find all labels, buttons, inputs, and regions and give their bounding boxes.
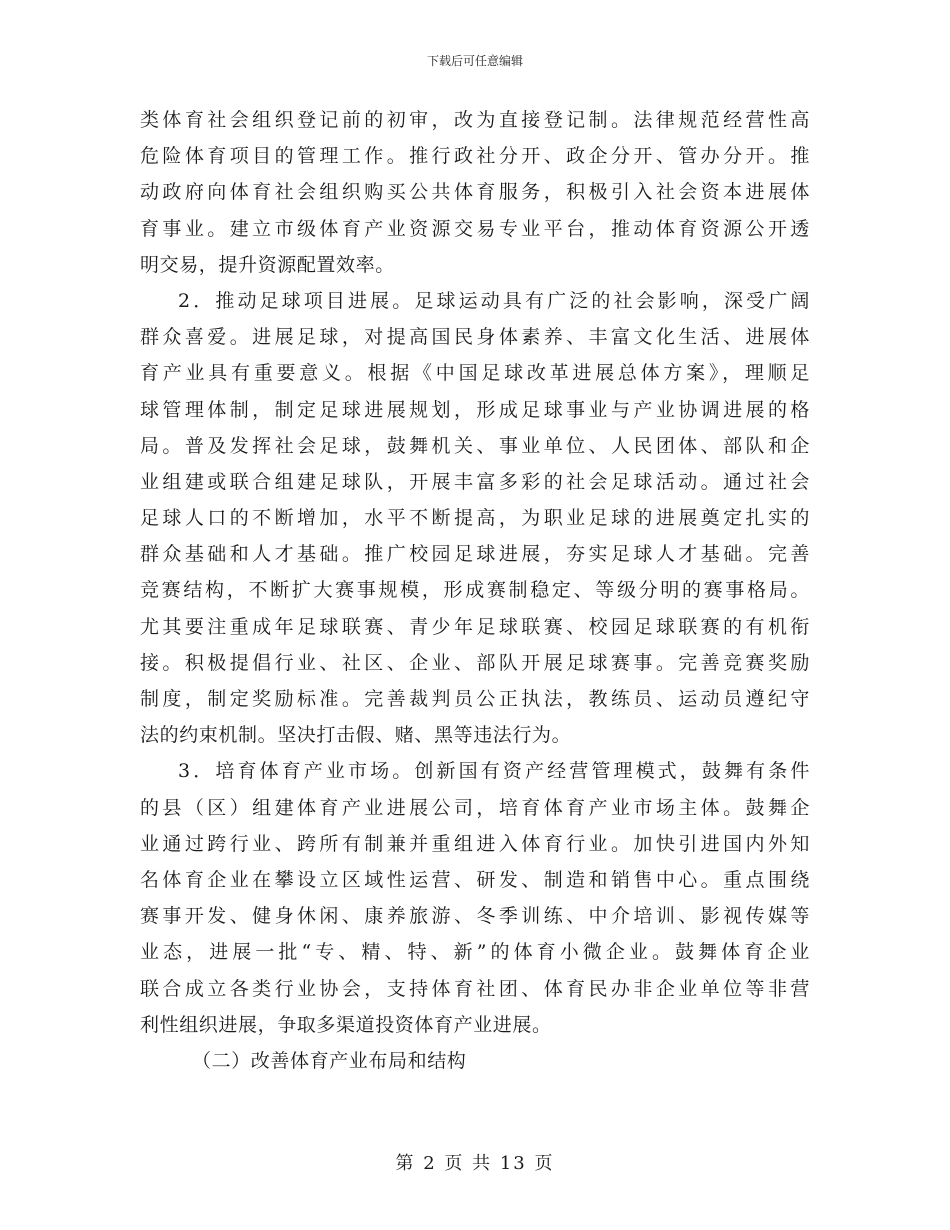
text-line: 业组建或联合组建足球队，开展丰富多彩的社会足球活动。通过社会 xyxy=(140,470,810,493)
text-line: 局。普及发挥社会足球，鼓舞机关、事业单位、人民团体、部队和企 xyxy=(140,434,810,457)
page-header: 下载后可任意编辑 xyxy=(426,54,523,68)
text-line: 法的约束机制。坚决打击假、赌、黑等违法行为。 xyxy=(140,724,572,747)
text-line: 类体育社会组织登记前的初审，改为直接登记制。法律规范经营性高 xyxy=(140,109,810,131)
text-line: 球管理体制，制定足球进展规划，形成足球事业与产业协调进展的格 xyxy=(140,398,810,421)
text-line: 制度，制定奖励标准。完善裁判员公正执法，教练员、运动员遵纪守 xyxy=(140,688,810,710)
text-line: 联合成立各类行业协会，支持体育社团、体育民办非企业单位等非营 xyxy=(140,977,810,1000)
text-line: 业态，进展一批“专、精、特、新”的体育小微企业。鼓舞体育企业 xyxy=(140,941,810,964)
text-line: 名体育企业在攀设立区域性运营、研发、制造和销售中心。重点围绕 xyxy=(140,868,810,891)
text-line: 尤其要注重成年足球联赛、青少年足球联赛、校园足球联赛的有机衔 xyxy=(140,615,810,638)
text-line: 业通过跨行业、跨所有制兼并重组进入体育行业。加快引进国内外知 xyxy=(140,832,810,855)
text-line: 动政府向体育社会组织购买公共体育服务，积极引入社会资本进展体 xyxy=(140,181,810,204)
text-line: 接。积极提倡行业、社区、企业、部队开展足球赛事。完善竞赛奖励 xyxy=(140,651,810,674)
text-line: 利性组织进展，争取多渠道投资体育产业进展。 xyxy=(140,1013,552,1036)
text-line: 育产业具有重要意义。根据《中国足球改革进展总体方案》，理顺足 xyxy=(140,362,810,385)
text-line: 群众喜爱。进展足球，对提高国民身体素养、丰富文化生活、进展体 xyxy=(140,326,810,349)
text-line: 2．推动足球项目进展。足球运动具有广泛的社会影响，深受广阔 xyxy=(178,289,810,312)
document-body xyxy=(140,102,810,1079)
text-line: 竞赛结构，不断扩大赛事规模，形成赛制稳定、等级分明的赛事格局。 xyxy=(140,579,810,602)
text-line: 明交易，提升资源配置效率。 xyxy=(140,253,395,276)
page-footer: 第 2 页 共 13 页 xyxy=(395,1153,555,1174)
text-line: 3．培育体育产业市场。创新国有资产经营管理模式，鼓舞有条件 xyxy=(178,760,810,783)
text-line: 危险体育项目的管理工作。推行政社分开、政企分开、管办分开。推 xyxy=(140,145,810,168)
text-line: 的县（区）组建体育产业进展公司，培育体育产业市场主体。鼓舞企 xyxy=(140,796,810,819)
text-line: 群众基础和人才基础。推广校园足球进展，夯实足球人才基础。完善 xyxy=(140,543,810,566)
section-heading: （二）改善体育产业布局和结构 xyxy=(192,1049,467,1072)
text-line: 赛事开发、健身休闲、康养旅游、冬季训练、中介培训、影视传媒等 xyxy=(140,905,810,928)
text-line: 足球人口的不断增加，水平不断提高，为职业足球的进展奠定扎实的 xyxy=(140,507,810,530)
text-line: 育事业。建立市级体育产业资源交易专业平台，推动体育资源公开透 xyxy=(140,217,810,240)
